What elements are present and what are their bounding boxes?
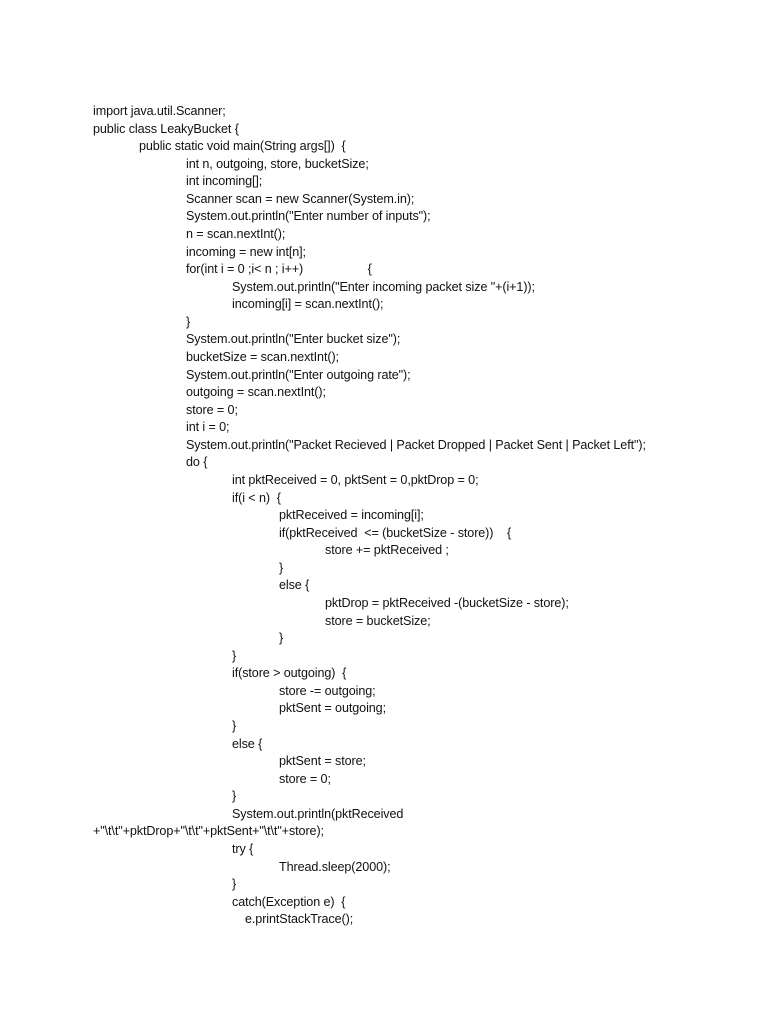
code-line: incoming[i] = scan.nextInt(); bbox=[232, 297, 384, 311]
code-line: } bbox=[232, 719, 237, 733]
code-line: store = 0; bbox=[186, 403, 238, 417]
code-line: } bbox=[186, 315, 191, 329]
code-line: int pktReceived = 0, pktSent = 0,pktDrop = 0; bbox=[232, 473, 479, 487]
code-line: } bbox=[232, 877, 237, 891]
code-line: store += pktReceived ; bbox=[325, 543, 449, 557]
code-line: pktSent = store; bbox=[279, 754, 366, 768]
code-line: bucketSize = scan.nextInt(); bbox=[186, 350, 339, 364]
code-line: e.printStackTrace(); bbox=[245, 912, 354, 926]
code-line: if(store > outgoing) { bbox=[232, 666, 347, 680]
code-line: Thread.sleep(2000); bbox=[279, 860, 391, 874]
code-line: pktSent = outgoing; bbox=[279, 701, 386, 715]
code-line: do { bbox=[186, 455, 208, 469]
code-line: import java.util.Scanner; bbox=[93, 104, 226, 118]
code-line: catch(Exception e) { bbox=[232, 895, 346, 909]
code-line: int n, outgoing, store, bucketSize; bbox=[186, 157, 369, 171]
code-line: public class LeakyBucket { bbox=[93, 122, 239, 136]
code-line: try { bbox=[232, 842, 254, 856]
code-line: } bbox=[279, 561, 284, 575]
code-line: } bbox=[279, 631, 284, 645]
code-line: Scanner scan = new Scanner(System.in); bbox=[186, 192, 415, 206]
code-line: System.out.println("Packet Recieved | Packet Dropped | Packet Sent | Packet Left"); bbox=[186, 438, 646, 452]
code-line: pktDrop = pktReceived -(bucketSize - store); bbox=[325, 596, 569, 610]
code-line: } bbox=[232, 789, 237, 803]
code-line: pktReceived = incoming[i]; bbox=[279, 508, 424, 522]
code-line: +"\t\t"+pktDrop+"\t\t"+pktSent+"\t\t"+store); bbox=[93, 824, 324, 838]
code-line: outgoing = scan.nextInt(); bbox=[186, 385, 326, 399]
code-line: for(int i = 0 ;i< n ; i++) { bbox=[186, 262, 372, 276]
code-line: store = bucketSize; bbox=[325, 614, 431, 628]
code-line: store -= outgoing; bbox=[279, 684, 376, 698]
code-line: store = 0; bbox=[279, 772, 331, 786]
code-line: if(pktReceived <= (bucketSize - store)) { bbox=[279, 526, 512, 540]
code-line: incoming = new int[n]; bbox=[186, 245, 306, 259]
code-line: System.out.println("Enter outgoing rate"); bbox=[186, 368, 411, 382]
code-line: System.out.println("Enter number of inputs"); bbox=[186, 209, 431, 223]
code-line: System.out.println("Enter bucket size"); bbox=[186, 332, 401, 346]
code-line: else { bbox=[232, 737, 263, 751]
code-line: int i = 0; bbox=[186, 420, 230, 434]
code-line: else { bbox=[279, 578, 310, 592]
code-line: public static void main(String args[]) { bbox=[139, 139, 346, 153]
code-line: if(i < n) { bbox=[232, 491, 281, 505]
code-line: System.out.println(pktReceived bbox=[232, 807, 404, 821]
code-line: int incoming[]; bbox=[186, 174, 263, 188]
code-line: } bbox=[232, 649, 237, 663]
code-line: n = scan.nextInt(); bbox=[186, 227, 286, 241]
code-line: System.out.println("Enter incoming packet size "+(i+1)); bbox=[232, 280, 535, 294]
